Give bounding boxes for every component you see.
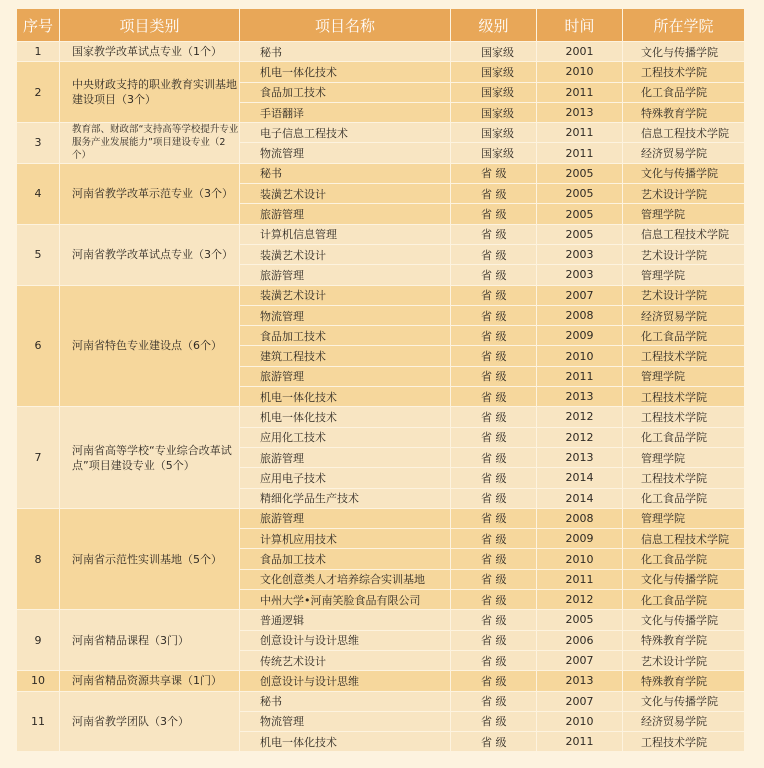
college-cell: 工程技术学院	[623, 387, 745, 407]
level-cell: 省 级	[451, 691, 537, 711]
year-cell: 2012	[537, 427, 623, 447]
level-cell: 国家级	[451, 62, 537, 82]
year-cell: 2012	[537, 407, 623, 427]
level-cell: 省 级	[451, 732, 537, 752]
year-cell: 2003	[537, 244, 623, 264]
college-cell: 文化与传播学院	[623, 610, 745, 630]
level-cell: 省 级	[451, 590, 537, 610]
header-year: 时间	[537, 9, 623, 42]
college-cell: 信息工程技术学院	[623, 529, 745, 549]
year-cell: 2011	[537, 82, 623, 102]
level-cell: 省 级	[451, 224, 537, 244]
project-name-cell: 机电一体化技术	[240, 732, 451, 752]
level-cell: 省 级	[451, 569, 537, 589]
level-cell: 省 级	[451, 529, 537, 549]
seq-cell: 7	[17, 407, 60, 508]
level-cell: 省 级	[451, 184, 537, 204]
level-cell: 国家级	[451, 123, 537, 143]
year-cell: 2010	[537, 711, 623, 731]
project-name-cell: 装潢艺术设计	[240, 184, 451, 204]
project-name-cell: 中州大学•河南笑脸食品有限公司	[240, 590, 451, 610]
level-cell: 省 级	[451, 305, 537, 325]
year-cell: 2010	[537, 549, 623, 569]
table-row	[17, 224, 745, 244]
category-cell: 中央财政支持的职业教育实训基地建设项目（3个）	[60, 62, 240, 123]
level-cell: 国家级	[451, 82, 537, 102]
college-cell: 信息工程技术学院	[623, 123, 745, 143]
seq-cell: 1	[17, 42, 60, 62]
project-name-cell: 计算机信息管理	[240, 224, 451, 244]
college-cell: 艺术设计学院	[623, 285, 745, 305]
year-cell: 2013	[537, 671, 623, 691]
level-cell: 国家级	[451, 102, 537, 122]
table-body	[17, 42, 745, 752]
level-cell: 省 级	[451, 285, 537, 305]
project-name-cell: 装潢艺术设计	[240, 244, 451, 264]
table-row	[17, 691, 745, 711]
level-cell: 省 级	[451, 366, 537, 386]
level-cell: 省 级	[451, 650, 537, 670]
table-row	[17, 285, 745, 305]
seq-cell: 8	[17, 508, 60, 609]
project-name-cell: 创意设计与设计思维	[240, 630, 451, 650]
level-cell: 省 级	[451, 244, 537, 264]
project-name-cell: 精细化学品生产技术	[240, 488, 451, 508]
project-name-cell: 旅游管理	[240, 508, 451, 528]
table-row	[17, 42, 745, 62]
project-name-cell: 机电一体化技术	[240, 62, 451, 82]
college-cell: 管理学院	[623, 366, 745, 386]
project-name-cell: 物流管理	[240, 143, 451, 163]
level-cell: 省 级	[451, 447, 537, 467]
college-cell: 管理学院	[623, 447, 745, 467]
level-cell: 省 级	[451, 468, 537, 488]
category-cell: 河南省教学改革试点专业（3个）	[60, 224, 240, 285]
category-cell: 河南省教学团队（3个）	[60, 691, 240, 752]
seq-cell: 2	[17, 62, 60, 123]
level-cell: 省 级	[451, 204, 537, 224]
table-row	[17, 123, 745, 143]
category-cell: 河南省精品课程（3门）	[60, 610, 240, 671]
year-cell: 2006	[537, 630, 623, 650]
college-cell: 特殊教育学院	[623, 671, 745, 691]
college-cell: 文化与传播学院	[623, 42, 745, 62]
year-cell: 2007	[537, 691, 623, 711]
level-cell: 省 级	[451, 346, 537, 366]
level-cell: 省 级	[451, 610, 537, 630]
college-cell: 化工食品学院	[623, 549, 745, 569]
category-cell: 教育部、财政部“支持高等学校提升专业服务产业发展能力”项目建设专业（2个）	[60, 123, 240, 164]
year-cell: 2003	[537, 265, 623, 285]
college-cell: 工程技术学院	[623, 732, 745, 752]
level-cell: 国家级	[451, 143, 537, 163]
college-cell: 特殊教育学院	[623, 102, 745, 122]
college-cell: 艺术设计学院	[623, 650, 745, 670]
project-name-cell: 电子信息工程技术	[240, 123, 451, 143]
year-cell: 2009	[537, 326, 623, 346]
year-cell: 2013	[537, 447, 623, 467]
project-name-cell: 旅游管理	[240, 265, 451, 285]
level-cell: 省 级	[451, 427, 537, 447]
seq-cell: 5	[17, 224, 60, 285]
year-cell: 2008	[537, 508, 623, 528]
college-cell: 化工食品学院	[623, 427, 745, 447]
project-name-cell: 机电一体化技术	[240, 387, 451, 407]
year-cell: 2013	[537, 387, 623, 407]
projects-table	[16, 8, 745, 752]
project-name-cell: 文化创意类人才培养综合实训基地	[240, 569, 451, 589]
level-cell: 国家级	[451, 42, 537, 62]
level-cell: 省 级	[451, 671, 537, 691]
table-row	[17, 62, 745, 82]
project-name-cell: 手语翻译	[240, 102, 451, 122]
category-cell: 河南省精品资源共享课（1门）	[60, 671, 240, 691]
category-cell: 国家教学改革试点专业（1个）	[60, 42, 240, 62]
college-cell: 特殊教育学院	[623, 630, 745, 650]
level-cell: 省 级	[451, 407, 537, 427]
project-name-cell: 应用电子技术	[240, 468, 451, 488]
year-cell: 2005	[537, 163, 623, 183]
seq-cell: 3	[17, 123, 60, 164]
level-cell: 省 级	[451, 265, 537, 285]
project-name-cell: 秘书	[240, 42, 451, 62]
college-cell: 管理学院	[623, 508, 745, 528]
year-cell: 2005	[537, 610, 623, 630]
header-college: 所在学院	[623, 9, 745, 42]
year-cell: 2001	[537, 42, 623, 62]
level-cell: 省 级	[451, 387, 537, 407]
college-cell: 工程技术学院	[623, 407, 745, 427]
year-cell: 2011	[537, 366, 623, 386]
category-cell: 河南省示范性实训基地（5个）	[60, 508, 240, 609]
project-name-cell: 装潢艺术设计	[240, 285, 451, 305]
college-cell: 文化与传播学院	[623, 163, 745, 183]
table-row	[17, 671, 745, 691]
table-row	[17, 610, 745, 630]
level-cell: 省 级	[451, 549, 537, 569]
seq-cell: 11	[17, 691, 60, 752]
table-row	[17, 407, 745, 427]
year-cell: 2005	[537, 184, 623, 204]
header-project-name: 项目名称	[240, 9, 451, 42]
header-category: 项目类别	[60, 9, 240, 42]
header-row	[17, 9, 745, 42]
project-name-cell: 食品加工技术	[240, 82, 451, 102]
year-cell: 2014	[537, 488, 623, 508]
project-name-cell: 秘书	[240, 163, 451, 183]
header-level: 级别	[451, 9, 537, 42]
project-name-cell: 机电一体化技术	[240, 407, 451, 427]
seq-cell: 9	[17, 610, 60, 671]
seq-cell: 10	[17, 671, 60, 691]
year-cell: 2013	[537, 102, 623, 122]
table-row	[17, 163, 745, 183]
project-name-cell: 创意设计与设计思维	[240, 671, 451, 691]
year-cell: 2008	[537, 305, 623, 325]
college-cell: 工程技术学院	[623, 468, 745, 488]
college-cell: 艺术设计学院	[623, 184, 745, 204]
year-cell: 2011	[537, 143, 623, 163]
project-name-cell: 物流管理	[240, 305, 451, 325]
year-cell: 2007	[537, 650, 623, 670]
year-cell: 2005	[537, 204, 623, 224]
project-name-cell: 普通逻辑	[240, 610, 451, 630]
project-name-cell: 食品加工技术	[240, 549, 451, 569]
college-cell: 文化与传播学院	[623, 569, 745, 589]
level-cell: 省 级	[451, 163, 537, 183]
year-cell: 2011	[537, 569, 623, 589]
project-name-cell: 食品加工技术	[240, 326, 451, 346]
project-name-cell: 旅游管理	[240, 204, 451, 224]
seq-cell: 4	[17, 163, 60, 224]
college-cell: 化工食品学院	[623, 488, 745, 508]
category-cell: 河南省教学改革示范专业（3个）	[60, 163, 240, 224]
project-name-cell: 传统艺术设计	[240, 650, 451, 670]
level-cell: 省 级	[451, 326, 537, 346]
year-cell: 2011	[537, 732, 623, 752]
project-name-cell: 秘书	[240, 691, 451, 711]
year-cell: 2005	[537, 224, 623, 244]
college-cell: 经济贸易学院	[623, 305, 745, 325]
header-seq: 序号	[17, 9, 60, 42]
category-cell: 河南省高等学校“专业综合改革试点”项目建设专业（5个）	[60, 407, 240, 508]
project-name-cell: 建筑工程技术	[240, 346, 451, 366]
seq-cell: 6	[17, 285, 60, 407]
year-cell: 2014	[537, 468, 623, 488]
level-cell: 省 级	[451, 630, 537, 650]
project-name-cell: 物流管理	[240, 711, 451, 731]
category-cell: 河南省特色专业建设点（6个）	[60, 285, 240, 407]
college-cell: 经济贸易学院	[623, 711, 745, 731]
college-cell: 艺术设计学院	[623, 244, 745, 264]
year-cell: 2010	[537, 346, 623, 366]
project-name-cell: 计算机应用技术	[240, 529, 451, 549]
college-cell: 化工食品学院	[623, 590, 745, 610]
project-name-cell: 旅游管理	[240, 447, 451, 467]
college-cell: 经济贸易学院	[623, 143, 745, 163]
college-cell: 文化与传播学院	[623, 691, 745, 711]
project-name-cell: 应用化工技术	[240, 427, 451, 447]
year-cell: 2011	[537, 123, 623, 143]
year-cell: 2012	[537, 590, 623, 610]
level-cell: 省 级	[451, 508, 537, 528]
year-cell: 2010	[537, 62, 623, 82]
level-cell: 省 级	[451, 711, 537, 731]
college-cell: 管理学院	[623, 204, 745, 224]
level-cell: 省 级	[451, 488, 537, 508]
year-cell: 2007	[537, 285, 623, 305]
college-cell: 信息工程技术学院	[623, 224, 745, 244]
year-cell: 2009	[537, 529, 623, 549]
table-row	[17, 508, 745, 528]
college-cell: 化工食品学院	[623, 82, 745, 102]
college-cell: 化工食品学院	[623, 326, 745, 346]
project-name-cell: 旅游管理	[240, 366, 451, 386]
college-cell: 工程技术学院	[623, 346, 745, 366]
college-cell: 管理学院	[623, 265, 745, 285]
college-cell: 工程技术学院	[623, 62, 745, 82]
